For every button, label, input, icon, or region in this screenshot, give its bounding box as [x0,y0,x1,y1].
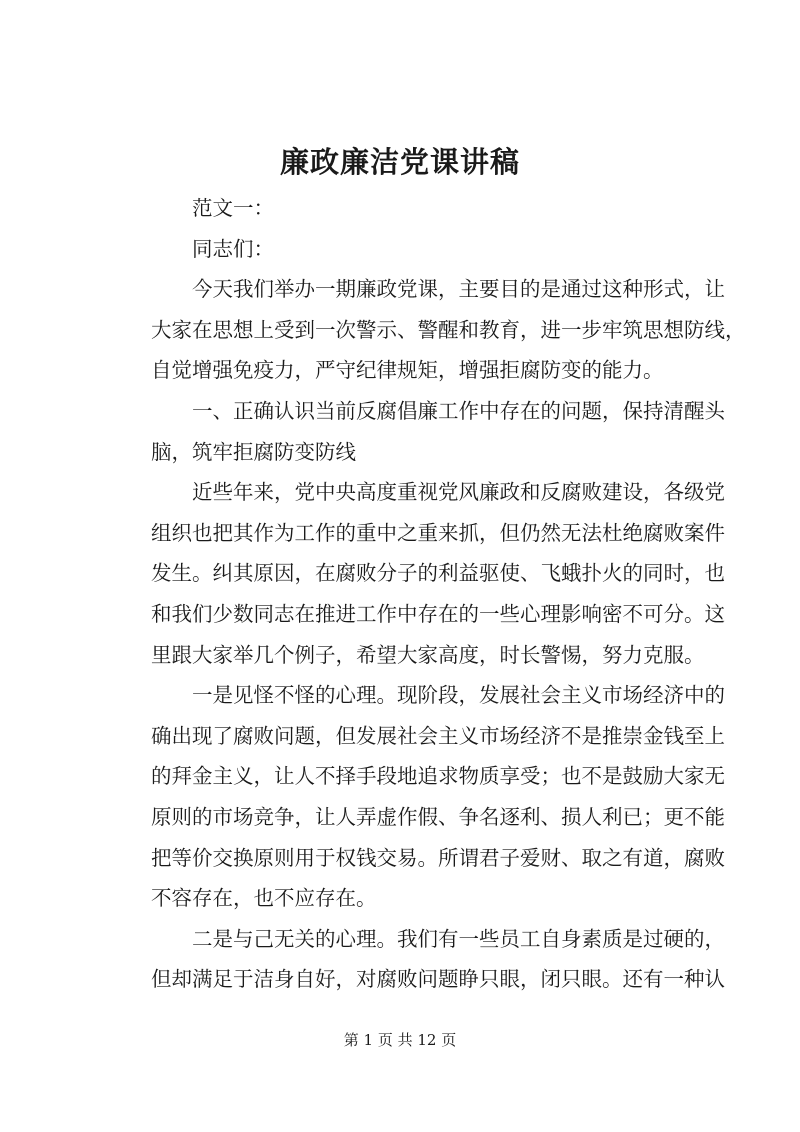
text-line: 一、正确认识当前反腐倡廉工作中存在的问题，保持清醒头 [192,398,725,423]
paragraph-point-two [110,919,725,1000]
paragraph-section-heading-1 [110,391,725,472]
paragraph-intro [110,269,746,391]
text-line: 里跟大家举几个例子，希望大家高度，时长警惕，努力克服。 [151,642,705,667]
document-title: 廉政廉洁党课讲稿 [279,145,520,179]
text-line: 脑，筑牢拒腐防变防线 [151,439,356,464]
text-line: 不容存在，也不应存在。 [151,886,377,911]
paragraph-recent-years [110,472,725,675]
text-line: 的拜金主义，让人不择手段地追求物质享受；也不是鼓励大家无 [151,764,725,789]
paragraph-salutation-sample [110,188,712,229]
text-line: 确出现了腐败问题，但发展社会主义市场经济不是推崇金钱至上 [151,723,725,748]
text-line: 同志们： [192,236,274,261]
text-line: 一是见怪不怪的心理。现阶段，发展社会主义市场经济中的 [192,683,725,708]
text-line: 近些年来，党中央高度重视党风廉政和反腐败建设，各级党 [192,480,725,505]
text-line: 大家在思想上受到一次警示、警醒和教育，进一步牢筑思想防线， [151,317,746,342]
text-line: 组织也把其作为工作的重中之重来抓，但仍然无法杜绝腐败案件 [151,520,725,545]
text-line: 原则的市场竞争，让人弄虚作假、争名逐利、损人利已；更不能 [151,804,725,829]
document-body [110,188,746,1000]
text-line: 范文一： [192,196,274,220]
paragraph-salutation-comrades [110,229,712,270]
text-line: 和我们少数同志在推进工作中存在的一些心理影响密不可分。这 [151,601,725,626]
text-line: 把等价交换原则用于权钱交易。所谓君子爱财、取之有道，腐败 [151,845,725,870]
paragraph-point-one [110,675,725,919]
text-line: 但却满足于洁身自好，对腐败问题睁只眼，闭只眼。还有一种认 [151,967,725,992]
text-line: 二是与己无关的心理。我们有一些员工自身素质是过硬的， [192,926,725,951]
text-line: 自觉增强免疫力，严守纪律规矩，增强拒腐防变的能力。 [151,358,664,383]
text-line: 今天我们举办一期廉政党课，主要目的是通过这种形式，让 [192,277,725,302]
text-line: 发生。纠其原因，在腐败分子的利益驱使、飞蛾扑火的同时，也 [151,561,725,586]
page-footer: 第 1 页 共 12 页 [343,1031,457,1049]
